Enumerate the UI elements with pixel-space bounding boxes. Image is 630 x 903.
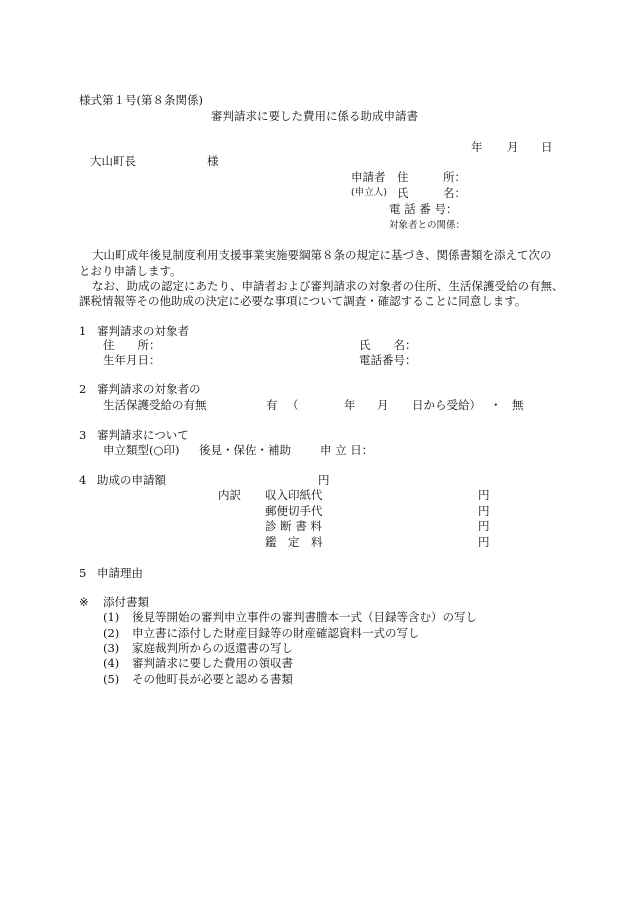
welfare-label: 生活保護受給の有無 bbox=[103, 398, 207, 412]
petition-date-label: 申 立 日： bbox=[320, 443, 374, 457]
attachment-item-num: (5) bbox=[103, 672, 120, 686]
attachment-item-text: 申立書に添付した財産目録等の財産確認資料一式の写し bbox=[132, 626, 420, 640]
appraisal-fee-label: 鑑 定 料 bbox=[265, 535, 323, 549]
appraisal-fee-unit: 円 bbox=[478, 535, 490, 549]
petition-type-label: 申立類型(○印) bbox=[103, 443, 180, 457]
section1-number: 1 bbox=[79, 324, 87, 338]
body-line-1: 大山町成年後見制度利用支援事業実施要綱第８条の規定に基づき、関係書類を添えて次の bbox=[92, 248, 552, 262]
body-line-3: なお、助成の認定にあたり、申請者および審判請求の対象者の住所、生活保護受給の有無、 bbox=[92, 279, 564, 293]
date-year-label: 年 bbox=[471, 140, 483, 154]
postage-stamp-unit: 円 bbox=[478, 504, 490, 518]
section2-heading: 審判請求の対象者の bbox=[97, 382, 201, 396]
date-month-label: 月 bbox=[507, 140, 519, 154]
welfare-separator: ・ bbox=[490, 398, 502, 412]
applicant-name-label: 氏 名： bbox=[397, 186, 466, 200]
attachment-item-num: (1) bbox=[103, 610, 120, 624]
document-title: 審判請求に要した費用に係る助成申請書 bbox=[211, 109, 418, 123]
welfare-month-label: 月 bbox=[377, 398, 389, 412]
revenue-stamp-unit: 円 bbox=[478, 488, 490, 502]
target-name-label: 氏 名： bbox=[359, 338, 417, 352]
section2-number: 2 bbox=[79, 382, 87, 396]
total-amount-unit: 円 bbox=[318, 473, 330, 487]
section3-number: 3 bbox=[79, 428, 87, 442]
section5-number: 5 bbox=[79, 566, 87, 580]
attachment-item-text: 後見等開始の審判申立事件の審判書謄本一式（目録等含む）の写し bbox=[132, 610, 477, 624]
applicant-label: 申請者 bbox=[351, 170, 386, 184]
attachment-item-num: (2) bbox=[103, 626, 120, 640]
section1-heading: 審判請求の対象者 bbox=[97, 324, 189, 338]
attachments-heading: 添付書類 bbox=[103, 595, 149, 609]
attachments-mark: ※ bbox=[79, 595, 89, 609]
attachment-item-text: 審判請求に要した費用の領収書 bbox=[132, 656, 293, 670]
welfare-no-option: 無 bbox=[512, 398, 524, 412]
section4-heading: 助成の申請額 bbox=[97, 473, 166, 487]
breakdown-label: 内訳 bbox=[218, 488, 241, 502]
applicant-address-label: 住 所： bbox=[397, 170, 466, 184]
petition-type-options: 後見・保佐・補助 bbox=[199, 443, 291, 457]
attachment-item-text: その他町長が必要と認める書類 bbox=[132, 672, 293, 686]
applicant-relation-label: 対象者との関係： bbox=[389, 220, 466, 231]
attachment-item-text: 家庭裁判所からの返還書の写し bbox=[132, 641, 293, 655]
postage-stamp-label: 郵便切手代 bbox=[265, 504, 323, 518]
attachment-item-num: (3) bbox=[103, 641, 120, 655]
welfare-paren-open: （ bbox=[287, 398, 299, 412]
addressee-name: 大山町長 bbox=[90, 154, 136, 168]
section5-heading: 申請理由 bbox=[97, 566, 143, 580]
applicant-phone-label: 電 話 番 号： bbox=[389, 202, 458, 216]
addressee-honorific: 様 bbox=[207, 154, 219, 168]
welfare-year-label: 年 bbox=[344, 398, 356, 412]
date-day-label: 日 bbox=[541, 140, 553, 154]
section4-number: 4 bbox=[79, 473, 87, 487]
target-address-label: 住 所： bbox=[103, 338, 161, 352]
body-line-4: 課税情報等その他助成の決定に必要な事項について調査・確認することに同意します。 bbox=[79, 294, 527, 308]
representative-label: (申立人) bbox=[351, 187, 387, 198]
attachment-item-num: (4) bbox=[103, 656, 120, 670]
section3-heading: 審判請求について bbox=[97, 428, 189, 442]
target-phone-label: 電話番号： bbox=[359, 353, 417, 367]
form-number: 様式第１号(第８条関係) bbox=[79, 93, 203, 107]
target-birth-label: 生年月日： bbox=[103, 353, 161, 367]
body-line-2: とおり申請します。 bbox=[79, 264, 182, 278]
welfare-yes-option: 有 bbox=[266, 398, 278, 412]
revenue-stamp-label: 収入印紙代 bbox=[265, 488, 323, 502]
medical-certificate-label: 診 断 書 料 bbox=[265, 519, 322, 533]
welfare-from-day-label: 日から受給） bbox=[412, 398, 481, 412]
medical-certificate-unit: 円 bbox=[478, 519, 490, 533]
